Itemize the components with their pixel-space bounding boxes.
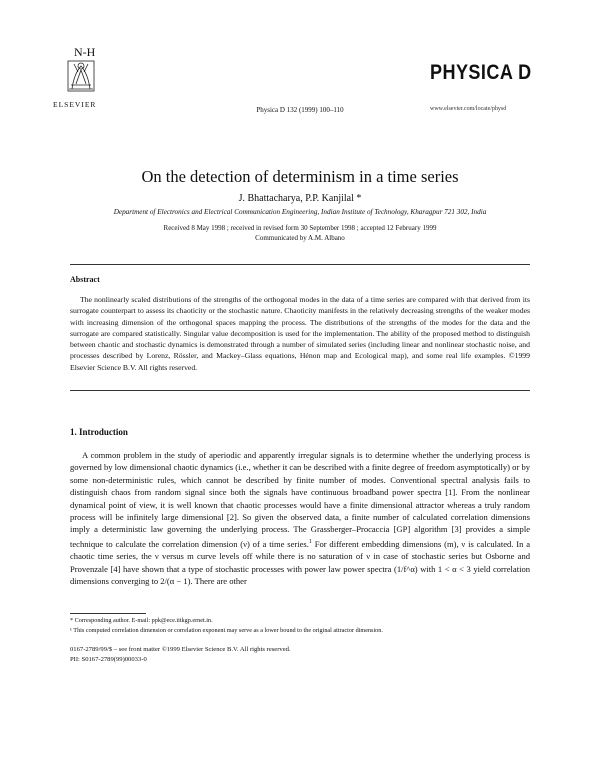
abstract-top-rule: [70, 264, 530, 265]
introduction-paragraph: [70, 449, 530, 587]
footnote-rule: [70, 613, 146, 614]
author-affiliation: Department of Electronics and Electrical Communication Engineering, Indian Institute of Technology, Kharagpur 721 302, India: [113, 208, 487, 216]
communicated-by: Communicated by A.M. Albano: [255, 234, 345, 242]
footnote-1: ¹ This computed correlation dimension or correlation exponent may serve as a lower bound to the original attractor dimension.: [70, 627, 383, 634]
journal-url[interactable]: www.elsevier.com/locate/physd: [430, 106, 507, 112]
logo-mark: N-H: [74, 45, 96, 59]
abstract-heading: Abstract: [70, 275, 100, 284]
journal-reference: Physica D 132 (1999) 100–110: [256, 106, 344, 114]
elsevier-logo: [54, 44, 124, 106]
section-heading-introduction: 1. Introduction: [70, 427, 128, 437]
article-title: On the detection of determinism in a time series: [141, 167, 459, 186]
article-authors: J. Bhattacharya, P.P. Kanjilal *: [238, 193, 362, 204]
issn-line: 0167-2789/99/$ – see front matter ©1999 Elsevier Science B.V. All rights reserved.: [70, 646, 291, 653]
pii-line: PII: S0167-2789(99)00033-0: [70, 656, 147, 663]
received-dates: Received 8 May 1998 ; received in revised form 30 September 1998 ; accepted 12 February 1999: [163, 224, 437, 232]
footnote-marker: 1: [308, 538, 312, 545]
intro-text-part1: A common problem in the study of aperiodic and apparently irregular signals is to determine whether the underlying process is governed by low dimensional chaotic dynamics (i.e., whether it can be described with a finite degree of freedom asymptotically) or by some non-deterministic rules, which cannot be described by finite number of modes. Conventional spectral analysis fails to distinguish chaos from random signal since both the signals have continuous broadband power spectra [1]. From the nonlinear dynamical point of view, it is well known that chaotic processes would have a finite dimensional attractor whereas a truly random process will be infinitely large dimensional [2]. So given the observed data, a finite number of calculated correlation dimensions imply a deterministic law governing the underlying process. The Grassberger–Procaccia [GP] algorithm [3] provides a simple technique to calculate the correlation dimension (ν) of a time series.: [70, 450, 530, 549]
abstract-text: The nonlinearly scaled distributions of the strengths of the orthogonal modes in the data of a time series are compared with that derived from its surrogate counterpart to assess its chaoticity or the stochastic nature. Chaoticity manifests in the relatively decreasing strengths of the weaker modes with increasing dimension of the orthogonal spaces mapping the process. The distributions of the strengths of the modes for the data and the surrogate are compared statistically. Singular value decomposition is used for the implementation. The ability of the proposed method to distinguish between chaotic and stochastic dynamics is demonstrated through a number of simulated series (including linear and nonlinear stochastic noise, and processes described by Lorenz, Rössler, and Mackey–Glass equations, Hénon map and Ecological map), and some real life examples. ©1999 Elsevier Science B.V. All rights reserved.: [70, 295, 530, 372]
footnote-corresponding-author: * Corresponding author. E-mail: ppk@ece.iitkgp.ernet.in.: [70, 617, 213, 624]
journal-name: PHYSICA D: [430, 61, 532, 84]
intro-text-part2: For different embedding dimensions (m), ν is calculated. In a chaotic time series, the ν versus m curve levels off while there is no saturation of ν in case of stochastic series but Osborne and Provenzale [4] have shown that a type of stochastic processes with power law power spectra (1/f^α) with 1 < α < 3 yield correlation dimensions converging to 2/(α − 1). There are other: [70, 538, 530, 586]
abstract-bottom-rule: [70, 390, 530, 391]
publisher-name: ELSEVIER: [53, 100, 97, 109]
